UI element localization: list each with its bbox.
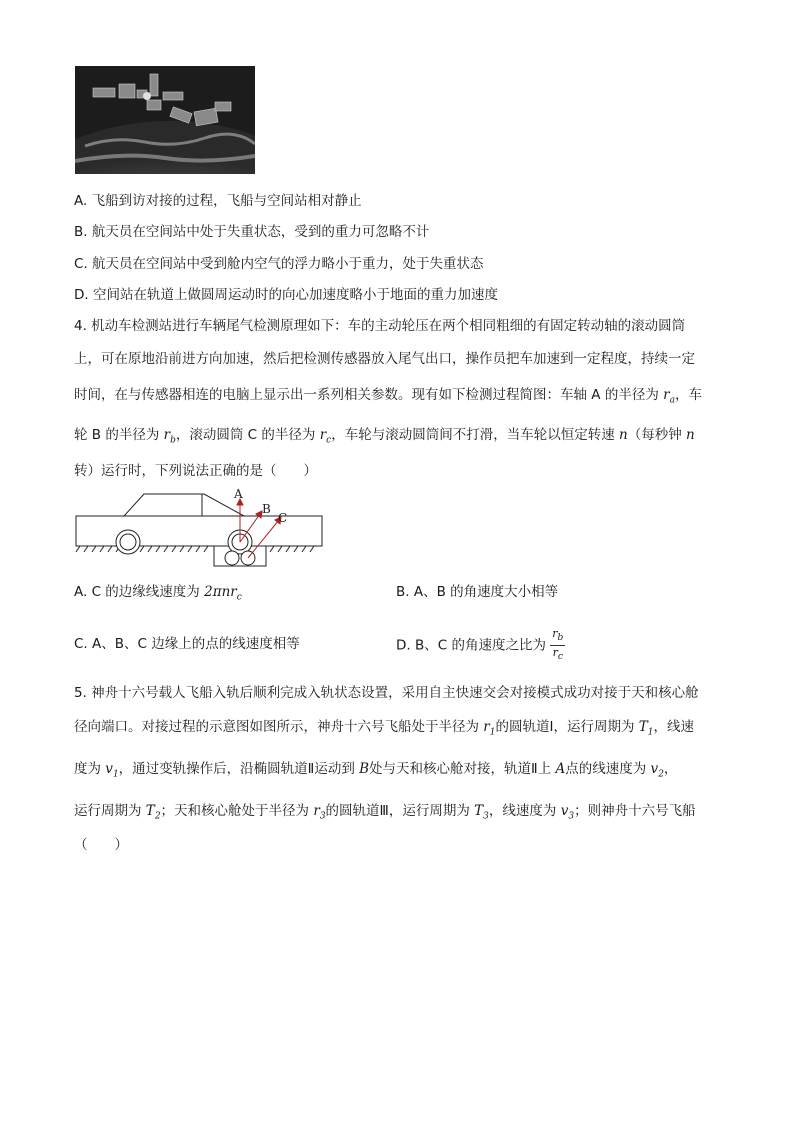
q3-option-d: D. 空间站在轨道上做圆周运动时的向心加速度略小于地面的重力加速度 [74,287,498,303]
q3-option-b: B. 航天员在空间站中处于失重状态，受到的重力可忽略不计 [74,224,430,240]
q4-stem-line3: 时间，在与传感器相连的电脑上显示出一系列相关参数。现有如下检测过程简图：车轴 A 的半径为 $r_a$，车 [74,387,702,406]
fraction-rb-over-rc: $\frac{r_b}{r_c}$ [552,627,564,663]
space-station-photo [75,66,255,174]
q4-option-b: B. A、B 的角速度大小相等 [396,584,559,600]
q4-stem-line1: 4. 机动车检测站进行车辆尾气检测原理如下：车的主动轮压在两个相同粗细的有固定转动轴的滚动圆筒 [74,318,686,334]
space-station-photo-svg [75,66,255,174]
q5-stem-line3: 度为 $v_1$，通过变轨操作后，沿椭圆轨道Ⅱ运动到 B处与天和核心舱对接，轨道Ⅱ上 A点的线速度为 $v_2$， [74,761,678,780]
symbol-r3: $r_3$ [313,803,326,822]
symbol-a: A [555,761,566,777]
symbol-r-a: $r_a$ [663,387,675,406]
q3-option-c: C. 航天员在空间站中受到舱内空气的浮力略小于重力，处于失重状态 [74,256,484,272]
symbol-r-c: $r_c$ [319,427,332,446]
ground-hatching [76,546,314,552]
symbol-t1: $T_1$ [638,719,654,738]
q5-stem-line1: 5. 神舟十六号载人飞船入轨后顺利完成入轨状态设置，采用自主快速交会对接模式成功对接于天和核心舱 [74,685,699,701]
symbol-v3: $v_3$ [560,803,575,822]
q5-stem-line4: 运行周期为 $T_2$；天和核心舱处于半径为 $r_3$的圆轨道Ⅲ，运行周期为 $T_3$，线速度为 $v_3$；则神舟十六号飞船 [74,803,696,822]
roller-left [225,551,239,565]
symbol-v1: $v_1$ [105,761,119,780]
symbol-t3: $T_3$ [474,803,489,822]
q4-option-d: D. B、C 的角速度之比为 $\frac{r_b}{r_c}$ [396,627,564,663]
q4-option-c: C. A、B、C 边缘上的点的线速度相等 [74,636,300,652]
expr-2pinrc: 2πnr$_c$ [204,584,242,603]
symbol-r1: $r_1$ [483,719,496,738]
q4-option-a: A. C 的边缘线速度为 2πnr$_c$ [74,584,242,603]
symbol-t2: $T_2$ [145,803,161,822]
q4-stem-line4: 轮 B 的半径为 $r_b$，滚动圆筒 C 的半径为 $r_c$，车轮与滚动圆筒间不打滑，当车轮以恒定转速 n（每秒钟 n [74,427,695,446]
car-roof [124,494,244,516]
symbol-r-b: $r_b$ [163,427,176,446]
symbol-n: n [619,427,628,443]
car-roller-diagram [74,486,330,568]
q5-answer-bracket: （ ） [74,837,128,853]
q3-option-a: A. 飞船到访对接的过程，飞船与空间站相对静止 [74,193,362,209]
label-a: A [234,487,243,501]
q4-stem-line5: 转）运行时，下列说法正确的是（ ） [74,463,317,479]
car-roller-diagram-svg [74,486,330,568]
q5-stem-line2: 径向端口。对接过程的示意图如图所示，神舟十六号飞船处于半径为 $r_1$的圆轨道Ⅰ，运行周期为 $T_1$，线速 [74,719,695,738]
label-b: B [262,502,271,516]
symbol-b: B [359,761,370,777]
symbol-n-2: n [686,427,695,443]
q4-stem-line2: 上，可在原地沿前进方向加速，然后把检测传感器放入尾气出口，操作员把车加速到一定程度，持续一定 [74,351,695,367]
symbol-v2: $v_2$ [650,761,664,780]
label-c: C [278,511,288,525]
